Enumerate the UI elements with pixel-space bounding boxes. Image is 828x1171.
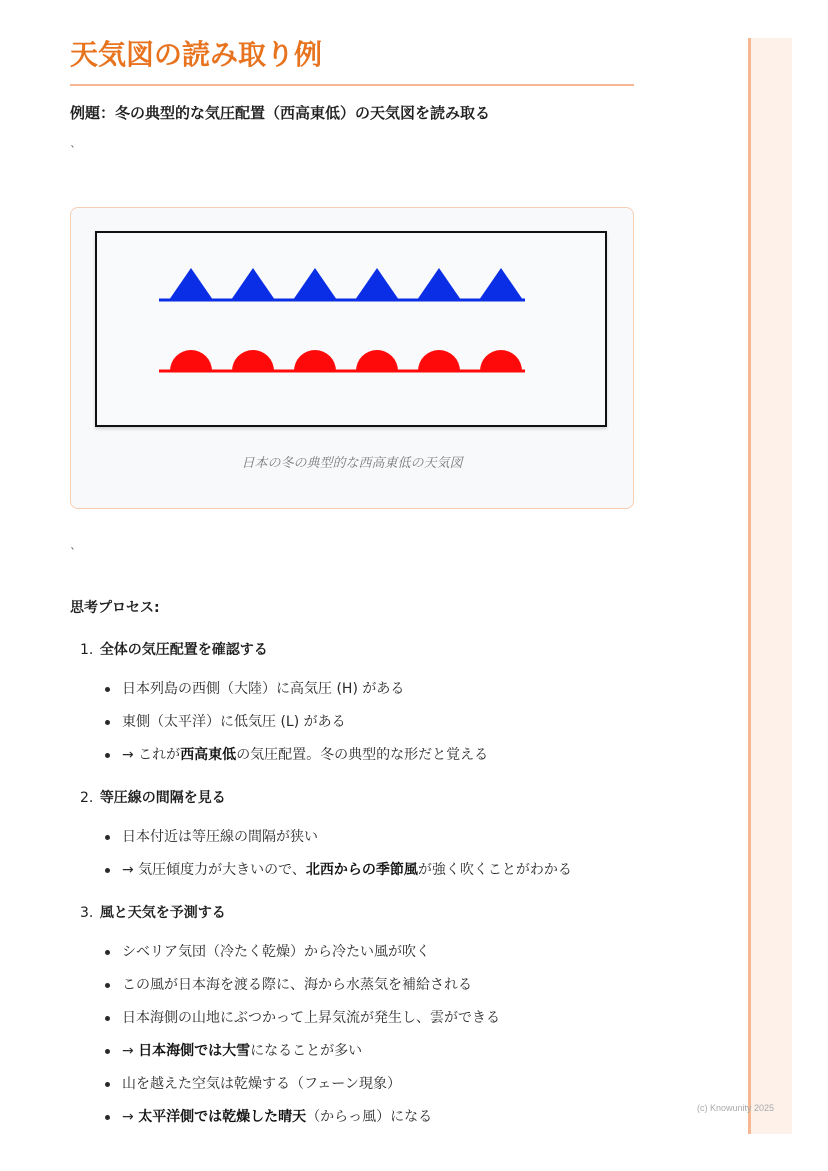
list-item bbox=[70, 1074, 634, 1094]
example-subtitle: 例題：冬の典型的な気圧配置（西高東低）の天気図を読み取る bbox=[70, 104, 491, 122]
step-number: 3. bbox=[80, 905, 98, 921]
figure-caption: 日本の冬の典型的な西高東低の天気図 bbox=[241, 456, 463, 471]
cold-front-triangle bbox=[479, 268, 523, 300]
list-item bbox=[70, 712, 634, 732]
page-title: 天気図の読み取り例 bbox=[70, 38, 323, 71]
emphasis-text: 北西からの季節風 bbox=[305, 862, 418, 878]
step-number: 2. bbox=[80, 790, 98, 806]
bullet-dot bbox=[105, 1082, 110, 1087]
bullet-text: 山を越えた空気は乾燥する（フェーン現象） bbox=[122, 1076, 402, 1092]
right-margin-rule bbox=[748, 38, 751, 1134]
copyright-text: (c) Knowunity 2025 bbox=[697, 1103, 775, 1113]
cold-front-triangle bbox=[355, 268, 399, 300]
bullet-text: → これが bbox=[122, 747, 181, 763]
bullet-text: 日本海側の山地にぶつかって上昇気流が発生し、雲ができる bbox=[122, 1010, 500, 1026]
list-item bbox=[70, 745, 634, 765]
title-underline bbox=[70, 84, 634, 86]
list-item bbox=[70, 942, 634, 962]
bullet-dot bbox=[105, 983, 110, 988]
step-heading-text: 等圧線の間隔を見る bbox=[99, 790, 226, 806]
step-heading-text: 風と天気を予測する bbox=[99, 905, 226, 921]
step-heading-text: 全体の気圧配置を確認する bbox=[99, 642, 268, 658]
step-heading bbox=[70, 639, 634, 659]
warm-front-semicircle bbox=[356, 350, 398, 371]
weather-map-frame bbox=[95, 231, 607, 427]
cold-front-triangle bbox=[231, 268, 275, 300]
warm-front-semicircle bbox=[418, 350, 460, 371]
bullet-text: → bbox=[122, 1109, 139, 1125]
cold-front-triangle bbox=[293, 268, 337, 300]
list-item bbox=[70, 1041, 634, 1061]
step-bullets bbox=[70, 942, 634, 1127]
bullet-dot bbox=[105, 753, 110, 758]
emphasis-text: 日本海側では大雪 bbox=[138, 1043, 251, 1059]
stray-backtick: ` bbox=[70, 546, 76, 560]
step-bullets bbox=[70, 679, 634, 765]
warm-front-semicircle bbox=[480, 350, 522, 371]
bullet-text: 東側（太平洋）に低気圧 (L) がある bbox=[122, 714, 346, 730]
cold-front-triangle bbox=[417, 268, 461, 300]
bullet-text: シベリア気団（冷たく乾燥）から冷たい風が吹く bbox=[122, 944, 430, 960]
emphasis-text: 太平洋側では乾燥した晴天 bbox=[138, 1109, 307, 1125]
step-bullets bbox=[70, 827, 634, 880]
bullet-dot bbox=[105, 720, 110, 725]
stray-backtick: ` bbox=[70, 144, 76, 158]
bullet-dot bbox=[105, 687, 110, 692]
step-heading bbox=[70, 902, 634, 922]
bullet-text: になることが多い bbox=[250, 1043, 363, 1059]
page-content bbox=[70, 38, 634, 1127]
step-heading bbox=[70, 787, 634, 807]
list-item bbox=[70, 1008, 634, 1028]
warm-front-semicircle bbox=[232, 350, 274, 371]
cold-front bbox=[159, 268, 525, 300]
bullet-text: → bbox=[122, 1043, 139, 1059]
list-item bbox=[70, 860, 634, 880]
bullet-text: （からっ風）になる bbox=[306, 1109, 433, 1125]
weather-map-figure bbox=[70, 207, 634, 509]
bullet-text: 日本付近は等圧線の間隔が狭い bbox=[122, 829, 318, 845]
bullet-dot bbox=[105, 1049, 110, 1054]
bullet-text: 日本列島の西側（大陸）に高気圧 (H) がある bbox=[122, 681, 405, 697]
list-item bbox=[70, 975, 634, 995]
bullet-dot bbox=[105, 950, 110, 955]
cold-front-triangle bbox=[169, 268, 213, 300]
emphasis-text: 西高東低 bbox=[180, 747, 237, 763]
weather-fronts-diagram bbox=[97, 233, 605, 425]
bullet-dot bbox=[105, 1016, 110, 1021]
bullet-dot bbox=[105, 868, 110, 873]
list-item bbox=[70, 827, 634, 847]
bullet-text: が強く吹くことがわかる bbox=[417, 862, 572, 878]
warm-front-semicircle bbox=[170, 350, 212, 371]
list-item bbox=[70, 679, 634, 699]
bullet-dot bbox=[105, 1115, 110, 1120]
step-number: 1. bbox=[80, 642, 98, 658]
bullet-dot bbox=[105, 835, 110, 840]
list-item bbox=[70, 1107, 634, 1127]
bullet-text: この風が日本海を渡る際に、海から水蒸気を補給される bbox=[122, 977, 472, 993]
right-margin-band bbox=[748, 38, 792, 1134]
warm-front bbox=[159, 350, 525, 371]
warm-front-semicircle bbox=[294, 350, 336, 371]
steps-list bbox=[70, 639, 634, 1127]
bullet-text: → 気圧傾度力が大きいので、 bbox=[122, 862, 306, 878]
bullet-text: の気圧配置。冬の典型的な形だと覚える bbox=[236, 747, 489, 763]
thinking-process-title: 思考プロセス: bbox=[70, 600, 160, 616]
